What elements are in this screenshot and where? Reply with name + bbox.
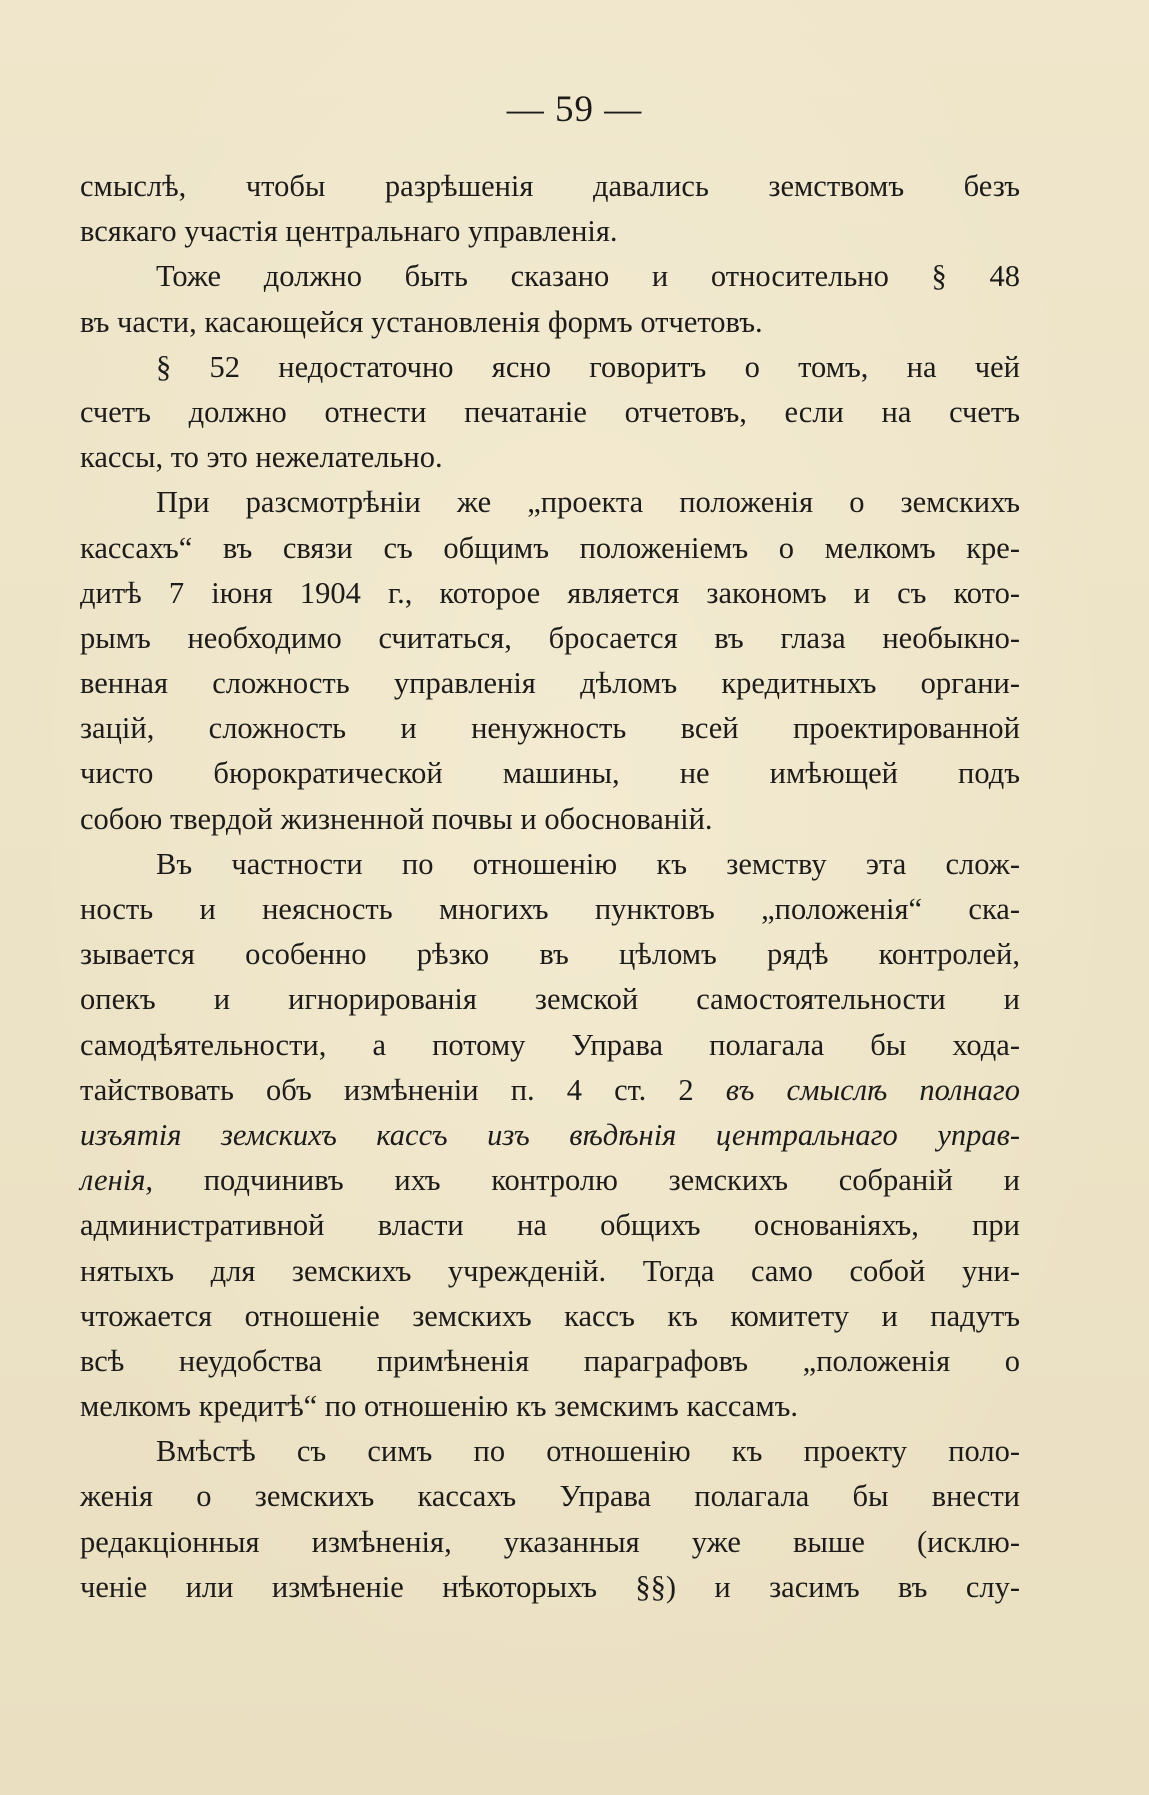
- text-line: [80, 797, 1020, 842]
- text-line: [80, 1429, 1020, 1474]
- text-segment: самодѣятельности, а потому Управа полагала бы хода-: [80, 1027, 1020, 1062]
- text-segment: собою твердой жизненной почвы и обоснованій.: [80, 801, 713, 836]
- text-line: [80, 1384, 1020, 1429]
- text-line: [80, 1565, 1020, 1610]
- text-line: [80, 706, 1020, 751]
- text-segment: При разсмотрѣніи же „проекта положенія о земскихъ: [156, 485, 1020, 520]
- text-segment: кассы, то это нежелательно.: [80, 440, 443, 475]
- text-segment: мелкомъ кредитѣ“ по отношенію къ земскимъ кассамъ.: [80, 1389, 799, 1424]
- text-segment: Въ частности по отношенію къ земству эта слож-: [156, 846, 1020, 881]
- text-segment: счетъ должно отнести печатаніе отчетовъ, если на счетъ: [80, 394, 1020, 429]
- text-line: [80, 254, 1020, 299]
- text-line: [80, 1023, 1020, 1068]
- text-line: [80, 300, 1020, 345]
- text-segment: опекъ и игнорированія земской самостоятельности и: [80, 982, 1020, 1017]
- text-line: [80, 1158, 1020, 1203]
- text-line: [80, 842, 1020, 887]
- text-line: [80, 1068, 1020, 1113]
- text-line: [80, 661, 1020, 706]
- text-segment: женія о земскихъ кассахъ Управа полагала бы внести: [80, 1479, 1020, 1514]
- text-line: [80, 616, 1020, 661]
- text-line: [80, 390, 1020, 435]
- text-segment: административной власти на общихъ основаніяхъ, при: [80, 1208, 1020, 1243]
- text-segment: кассахъ“ въ связи съ общимъ положеніемъ о мелкомъ кре-: [80, 530, 1020, 565]
- text-line: [80, 1474, 1020, 1519]
- text-line: [80, 1339, 1020, 1384]
- text-line: [80, 1113, 1020, 1158]
- text-segment: смыслѣ, чтобы разрѣшенія давались земствомъ безъ: [80, 169, 1020, 203]
- text-line: [80, 1249, 1020, 1294]
- text-segment: рымъ необходимо считаться, бросается въ глаза необыкно-: [80, 620, 1020, 655]
- text-line: [80, 1294, 1020, 1339]
- text-line: [80, 209, 1020, 254]
- text-line: [80, 1520, 1020, 1565]
- text-segment: всякаго участія центральнаго управленія.: [80, 214, 618, 249]
- text-line: [80, 435, 1020, 480]
- text-line: [80, 751, 1020, 796]
- text-segment: тайствовать объ измѣненіи п. 4 ст. 2: [80, 1072, 726, 1107]
- italic-text-segment: въ смыслѣ полнаго: [725, 1072, 1021, 1107]
- page-number: — 59 —: [506, 89, 643, 130]
- text-line: [80, 1203, 1020, 1248]
- text-segment: въ части, касающейся установленія формъ отчетовъ.: [80, 304, 763, 339]
- text-segment: ность и неясность многихъ пунктовъ „положенія“ ска-: [80, 892, 1020, 926]
- text-segment: § 52 недостаточно ясно говоритъ о томъ, на чей: [156, 349, 1020, 384]
- text-line: [80, 345, 1020, 390]
- text-segment: дитѣ 7 іюня 1904 г., которое является закономъ и съ кото-: [80, 575, 1020, 610]
- text-segment: нятыхъ для земскихъ учрежденій. Тогда само собой уни-: [80, 1253, 1020, 1288]
- italic-text-segment: ленія,: [80, 1163, 154, 1198]
- text-segment: чтожается отношеніе земскихъ кассъ къ комитету и падутъ: [80, 1298, 1020, 1333]
- italic-text-segment: изъятія земскихъ кассъ изъ вѣдѣнія центральнаго управ-: [80, 1117, 1020, 1152]
- text-segment: венная сложность управленія дѣломъ кредитныхъ органи-: [80, 666, 1020, 701]
- text-segment: подчинивъ ихъ контролю земскихъ собраній и: [153, 1163, 1020, 1198]
- text-line: [80, 932, 1020, 977]
- text-segment: Вмѣстѣ съ симъ по отношенію къ проекту поло-: [156, 1434, 1020, 1469]
- text-line: [80, 887, 1020, 932]
- text-line: [80, 526, 1020, 571]
- text-segment: ченіе или измѣненіе нѣкоторыхъ §§) и засимъ въ слу-: [80, 1569, 1020, 1604]
- text-segment: всѣ неудобства примѣненія параграфовъ „положенія о: [80, 1343, 1020, 1378]
- text-segment: Тоже должно быть сказано и относительно § 48: [156, 259, 1020, 294]
- text-line: [80, 164, 1020, 209]
- text-segment: редакціонныя измѣненія, указанныя уже выше (исклю-: [80, 1524, 1020, 1559]
- text-line: [80, 480, 1020, 525]
- body-text: [80, 164, 1020, 1610]
- text-line: [80, 571, 1020, 616]
- text-segment: чисто бюрократической машины, не имѣющей подъ: [80, 756, 1020, 791]
- text-segment: зацій, сложность и ненужность всей проектированной: [80, 711, 1020, 746]
- text-segment: зывается особенно рѣзко въ цѣломъ рядѣ контролей,: [80, 937, 1020, 972]
- text-line: [80, 977, 1020, 1022]
